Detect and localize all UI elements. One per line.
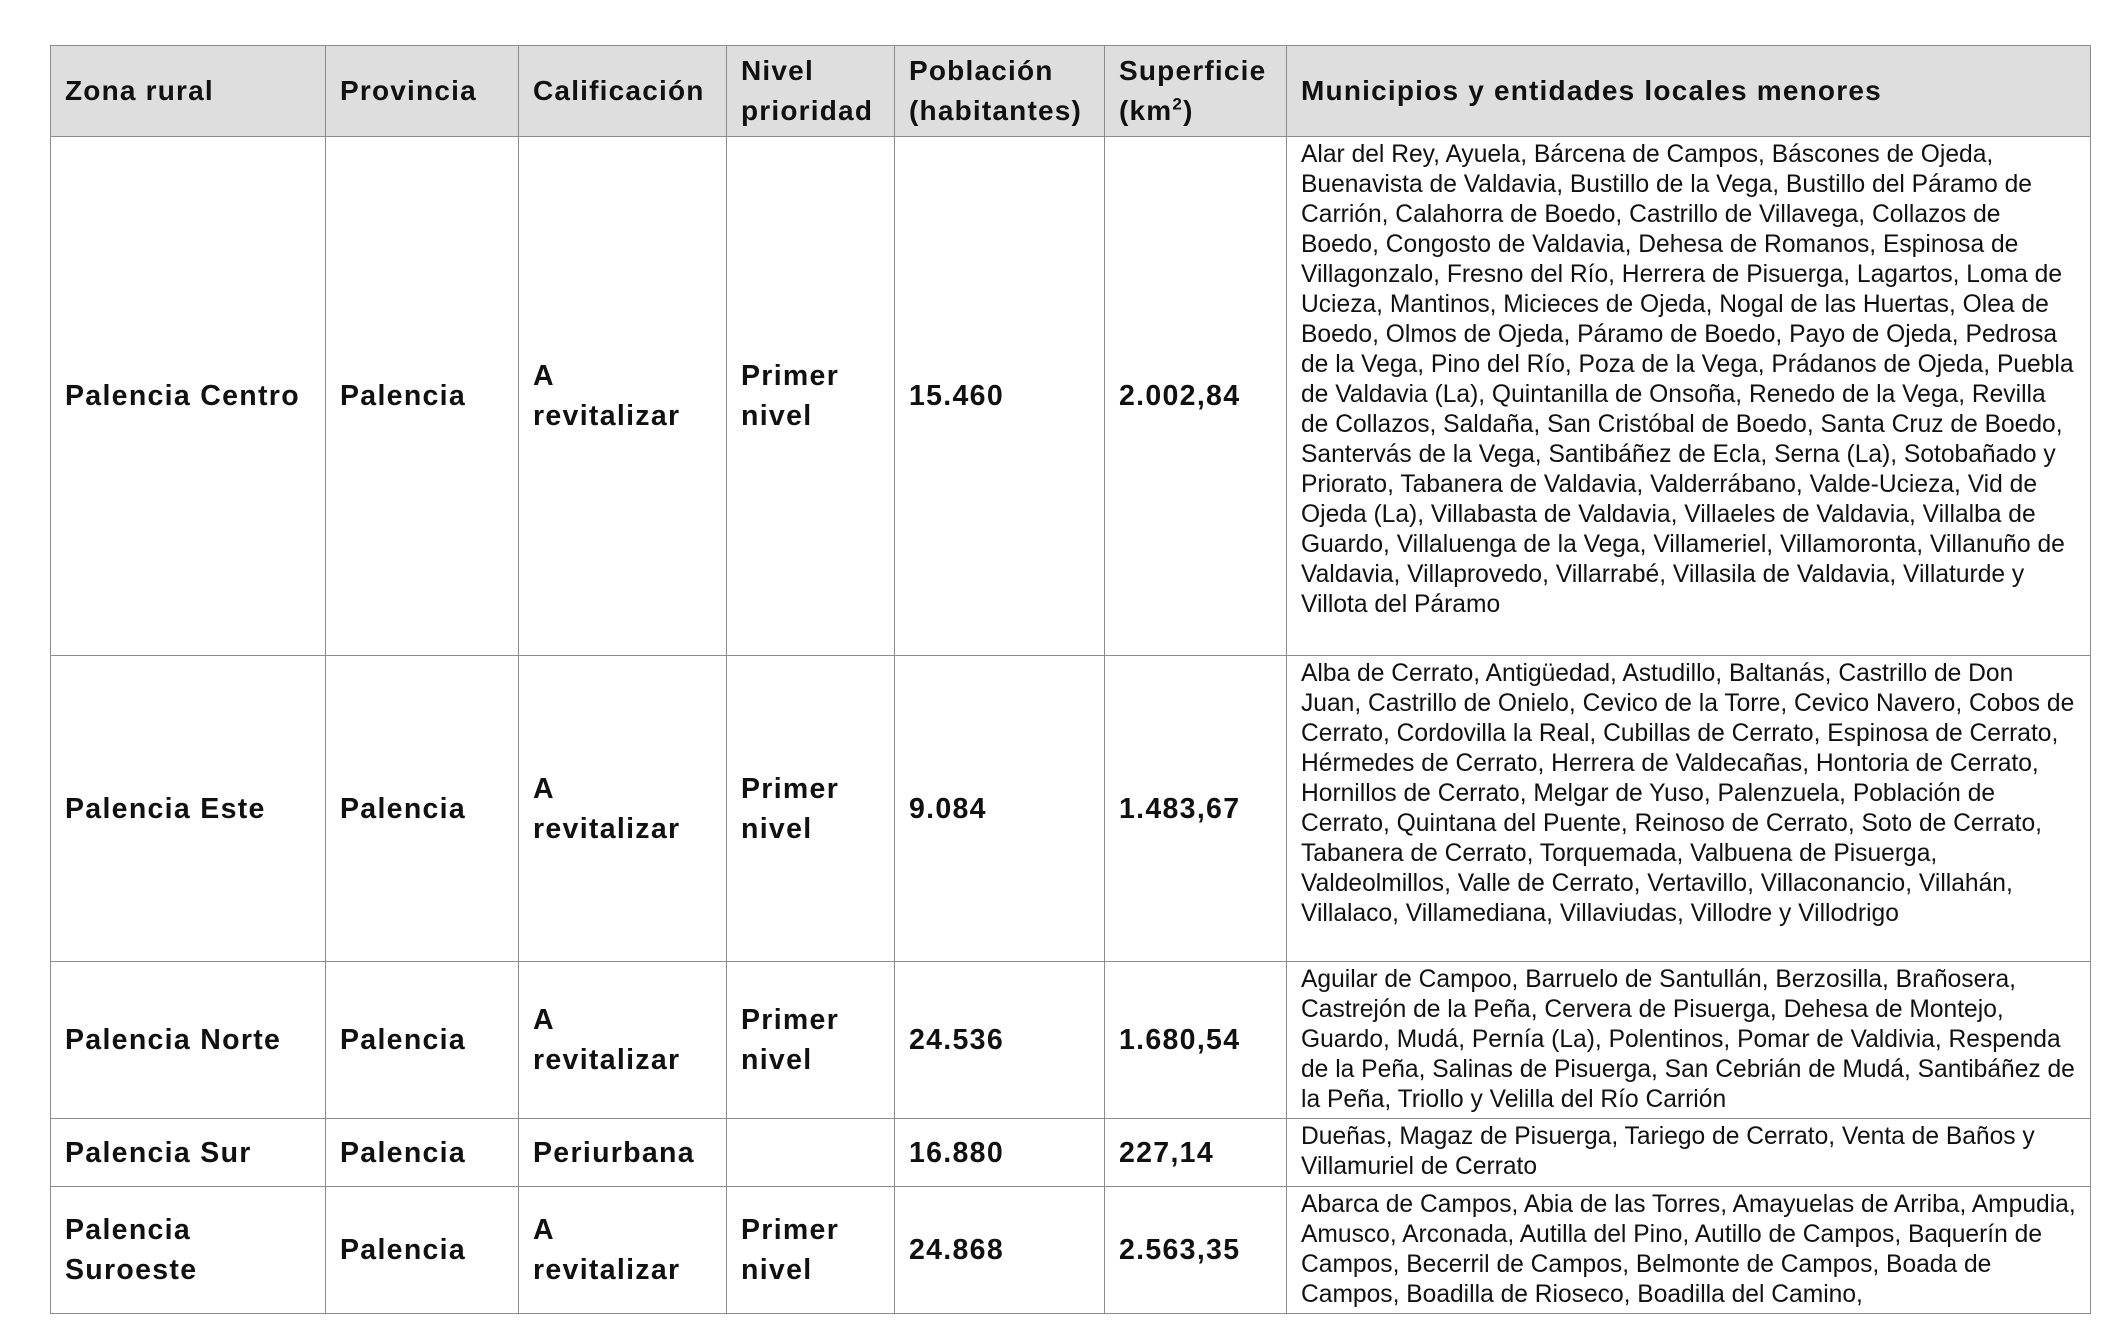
zona-rural-cell: Palencia Centro <box>51 137 326 656</box>
header-superficie: Superficie $(km^2)$ <box>1105 46 1287 137</box>
poblacion-cell: 15.460 <box>895 137 1105 656</box>
table-row-palencia-norte <box>51 962 2091 1119</box>
provincia-cell: Palencia <box>326 137 519 656</box>
municipios-cell: Alar del Rey, Ayuela, Bárcena de Campos, Báscones de Ojeda, Buenavista de Valdavia, Bustillo de la Vega, Bustillo del Páramo de Carrión, Calahorra de Boedo, Castrillo de Villavega, Collazos de Boedo, Congosto de Valdavia, Dehesa de Romanos, Espinosa de Villagonzalo, Fresno del Río, Herrera de Pisuerga, Lagartos, Loma de Ucieza, Mantinos, Micieces de Ojeda, Nogal de las Huertas, Olea de Boedo, Olmos de Ojeda, Páramo de Boedo, Payo de Ojeda, Pedrosa de la Vega, Pino del Río, Poza de la Vega, Prádanos de Ojeda, Puebla de Valdavia (La), Quintanilla de Onsoña, Renedo de la Vega, Revilla de Collazos, Saldaña, San Cristóbal de Boedo, Santa Cruz de Boedo, Santervás de la Vega, Santibáñez de Ecla, Serna (La), Sotobañado y Priorato, Tabanera de Valdavia, Valderrábano, Valde-Ucieza, Vid de Ojeda (La), Villabasta de Valdavia, Villaeles de Valdavia, Villalba de Guardo, Villaluenga de la Vega, Villameriel, Villamoronta, Villanuño de Valdavia, Villaprovedo, Villarrabé, Villasila de Valdavia, Villaturde y Villota del Páramo <box>1287 137 2091 656</box>
calificacion-cell: Periurbana <box>519 1119 727 1187</box>
header-provincia: Provincia <box>326 46 519 137</box>
zona-rural-cell: Palencia Este <box>51 656 326 962</box>
municipios-cell: Abarca de Campos, Abia de las Torres, Amayuelas de Arriba, Ampudia, Amusco, Arconada, Autilla del Pino, Autillo de Campos, Baquerín de Campos, Becerril de Campos, Belmonte de Campos, Boada de Campos, Boadilla de Rioseco, Boadilla del Camino, <box>1287 1187 2091 1314</box>
nivel-prioridad-cell: Primer nivel <box>727 656 895 962</box>
municipios-cell: Dueñas, Magaz de Pisuerga, Tariego de Cerrato, Venta de Baños y Villamuriel de Cerrato <box>1287 1119 2091 1187</box>
superficie-cell: 2.563,35 <box>1105 1187 1287 1314</box>
calificacion-cell: A revitalizar <box>519 137 727 656</box>
header-nivel-prioridad: Nivel prioridad <box>727 46 895 137</box>
table-row-palencia-centro <box>51 137 2091 656</box>
calificacion-cell: A revitalizar <box>519 656 727 962</box>
header-row <box>51 46 2091 137</box>
provincia-cell: Palencia <box>326 1187 519 1314</box>
table-row-palencia-suroeste <box>51 1187 2091 1314</box>
poblacion-cell: 16.880 <box>895 1119 1105 1187</box>
zona-rural-cell: Palencia Sur <box>51 1119 326 1187</box>
zonas-rurales-table <box>50 45 2091 1314</box>
header-municipios: Municipios y entidades locales menores <box>1287 46 2091 137</box>
nivel-prioridad-cell: Primer nivel <box>727 962 895 1119</box>
provincia-cell: Palencia <box>326 962 519 1119</box>
header-calificacion: Calificación <box>519 46 727 137</box>
provincia-cell: Palencia <box>326 1119 519 1187</box>
poblacion-cell: 24.536 <box>895 962 1105 1119</box>
provincia-cell: Palencia <box>326 656 519 962</box>
zona-rural-cell: Palencia Suroeste <box>51 1187 326 1314</box>
municipios-cell: Alba de Cerrato, Antigüedad, Astudillo, Baltanás, Castrillo de Don Juan, Castrillo de Onielo, Cevico de la Torre, Cevico Navero, Cobos de Cerrato, Cordovilla la Real, Cubillas de Cerrato, Espinosa de Cerrato, Hérmedes de Cerrato, Herrera de Valdecañas, Hontoria de Cerrato, Hornillos de Cerrato, Melgar de Yuso, Palenzuela, Población de Cerrato, Quintana del Puente, Reinoso de Cerrato, Soto de Cerrato, Tabanera de Cerrato, Torquemada, Valbuena de Pisuerga, Valdeolmillos, Valle de Cerrato, Vertavillo, Villaconancio, Villahán, Villalaco, Villamediana, Villaviudas, Villodre y Villodrigo <box>1287 656 2091 962</box>
superficie-cell: 1.483,67 <box>1105 656 1287 962</box>
header-poblacion: Población (habitantes) <box>895 46 1105 137</box>
zona-rural-cell: Palencia Norte <box>51 962 326 1119</box>
nivel-prioridad-cell <box>727 1119 895 1187</box>
municipios-cell: Aguilar de Campoo, Barruelo de Santullán, Berzosilla, Brañosera, Castrejón de la Peña, Cervera de Pisuerga, Dehesa de Montejo, Guardo, Mudá, Pernía (La), Polentinos, Pomar de Valdivia, Respenda de la Peña, Salinas de Pisuerga, San Cebrián de Mudá, Santibáñez de la Peña, Triollo y Velilla del Río Carrión <box>1287 962 2091 1119</box>
superficie-cell: 1.680,54 <box>1105 962 1287 1119</box>
superficie-cell: 227,14 <box>1105 1119 1287 1187</box>
table-row-palencia-sur <box>51 1119 2091 1187</box>
calificacion-cell: A revitalizar <box>519 1187 727 1314</box>
poblacion-cell: 9.084 <box>895 656 1105 962</box>
poblacion-cell: 24.868 <box>895 1187 1105 1314</box>
nivel-prioridad-cell: Primer nivel <box>727 137 895 656</box>
calificacion-cell: A revitalizar <box>519 962 727 1119</box>
superficie-cell: 2.002,84 <box>1105 137 1287 656</box>
header-zona-rural: Zona rural <box>51 46 326 137</box>
nivel-prioridad-cell: Primer nivel <box>727 1187 895 1314</box>
table-row-palencia-este <box>51 656 2091 962</box>
